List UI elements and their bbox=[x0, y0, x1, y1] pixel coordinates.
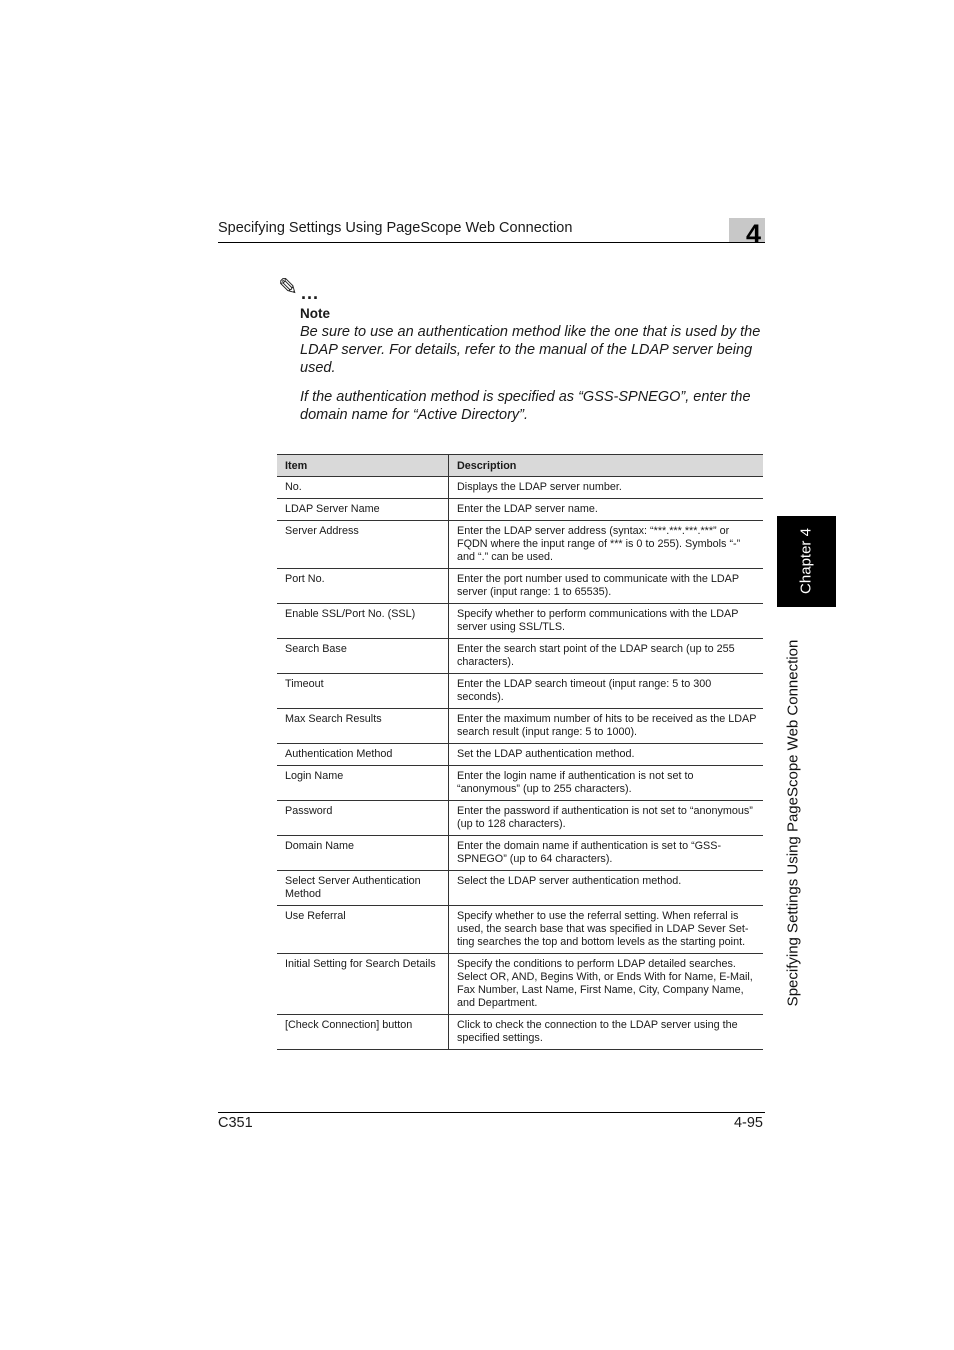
item-cell: Max Search Results bbox=[277, 709, 449, 744]
description-cell: Enter the maximum number of hits to be received as the LDAP search result (input range: 5 to 1000). bbox=[449, 709, 764, 744]
column-header-item: Item bbox=[277, 455, 449, 477]
description-cell: Displays the LDAP server number. bbox=[449, 477, 764, 499]
item-cell: Server Address bbox=[277, 521, 449, 569]
table-header-row bbox=[277, 455, 763, 477]
item-cell: Timeout bbox=[277, 674, 449, 709]
description-cell: Click to check the connection to the LDAP server using the specified settings. bbox=[449, 1015, 764, 1050]
item-cell: Enable SSL/Port No. (SSL) bbox=[277, 604, 449, 639]
footer-model: C351 bbox=[218, 1115, 253, 1131]
item-cell: Initial Setting for Search Details bbox=[277, 954, 449, 1015]
description-cell: Enter the login name if authentication is not set to “anonymous” (up to 255 characters). bbox=[449, 766, 764, 801]
item-cell: LDAP Server Name bbox=[277, 499, 449, 521]
table-row bbox=[277, 521, 763, 569]
note-paragraph: If the authentication method is specified as “GSS-SPNEGO”, enter the domain name for “Active Directory”. bbox=[300, 389, 751, 423]
description-cell: Specify whether to use the referral setting. When referral is used, the search base that was specified in LDAP Sever Set-ting searches the top and bottom levels as the starting point. bbox=[449, 906, 764, 954]
side-section-title: Specifying Settings Using PageScope Web Connection bbox=[784, 639, 802, 1007]
pencil-icon: ✎ bbox=[278, 274, 299, 301]
ldap-settings-table bbox=[277, 454, 763, 1050]
item-cell: Select Server Authentication Method bbox=[277, 871, 449, 906]
description-cell: Enter the LDAP server address (syntax: “***.***.***.***” or FQDN where the input range of *** is 0 to 255). Symbols “-” and “.” can be used. bbox=[449, 521, 764, 569]
description-cell: Enter the port number used to communicate with the LDAP server (input range: 1 to 65535). bbox=[449, 569, 764, 604]
description-cell: Enter the password if authentication is not set to “anonymous” (up to 128 characters). bbox=[449, 801, 764, 836]
table-row bbox=[277, 744, 763, 766]
table-row bbox=[277, 709, 763, 744]
item-cell: Port No. bbox=[277, 569, 449, 604]
description-cell: Set the LDAP authentication method. bbox=[449, 744, 764, 766]
description-cell: Enter the LDAP server name. bbox=[449, 499, 764, 521]
description-cell: Enter the search start point of the LDAP search (up to 255 characters). bbox=[449, 639, 764, 674]
item-cell: Authentication Method bbox=[277, 744, 449, 766]
item-cell: [Check Connection] button bbox=[277, 1015, 449, 1050]
item-cell: Search Base bbox=[277, 639, 449, 674]
note-dots: ... bbox=[301, 283, 320, 303]
description-cell: Enter the LDAP search timeout (input range: 5 to 300 seconds). bbox=[449, 674, 764, 709]
running-header-title: Specifying Settings Using PageScope Web Connection bbox=[218, 220, 573, 236]
chapter-number: 4 bbox=[746, 219, 762, 249]
table-row bbox=[277, 477, 763, 499]
description-cell: Enter the domain name if authentication is set to “GSS-SPNEGO” (up to 64 characters). bbox=[449, 836, 764, 871]
table-row bbox=[277, 604, 763, 639]
header-rule bbox=[218, 242, 765, 243]
table-row bbox=[277, 766, 763, 801]
side-chapter-label: Chapter 4 bbox=[797, 528, 815, 594]
table-row bbox=[277, 836, 763, 871]
footer-page-number: 4-95 bbox=[733, 1115, 763, 1131]
table-row bbox=[277, 1015, 763, 1050]
table-row bbox=[277, 954, 763, 1015]
column-header-description: Description bbox=[449, 455, 764, 477]
table-row bbox=[277, 906, 763, 954]
table-row bbox=[277, 871, 763, 906]
item-cell: Login Name bbox=[277, 766, 449, 801]
description-cell: Select the LDAP server authentication method. bbox=[449, 871, 764, 906]
table-row bbox=[277, 801, 763, 836]
table-row bbox=[277, 639, 763, 674]
table-row bbox=[277, 674, 763, 709]
item-cell: No. bbox=[277, 477, 449, 499]
item-cell: Use Referral bbox=[277, 906, 449, 954]
note-paragraph: Be sure to use an authentication method like the one that is used by the LDAP server. For details, refer to the manual of the LDAP server being used. bbox=[300, 324, 761, 376]
table-row bbox=[277, 569, 763, 604]
table-row bbox=[277, 499, 763, 521]
note-label: Note bbox=[300, 306, 330, 321]
footer-rule bbox=[218, 1112, 765, 1113]
item-cell: Password bbox=[277, 801, 449, 836]
item-cell: Domain Name bbox=[277, 836, 449, 871]
description-cell: Specify the conditions to perform LDAP detailed searches. Select OR, AND, Begins With, or Ends With for Name, E-Mail, Fax Number, Last Name, First Name, City, Company Name, and Department. bbox=[449, 954, 764, 1015]
description-cell: Specify whether to perform communications with the LDAP server using SSL/TLS. bbox=[449, 604, 764, 639]
